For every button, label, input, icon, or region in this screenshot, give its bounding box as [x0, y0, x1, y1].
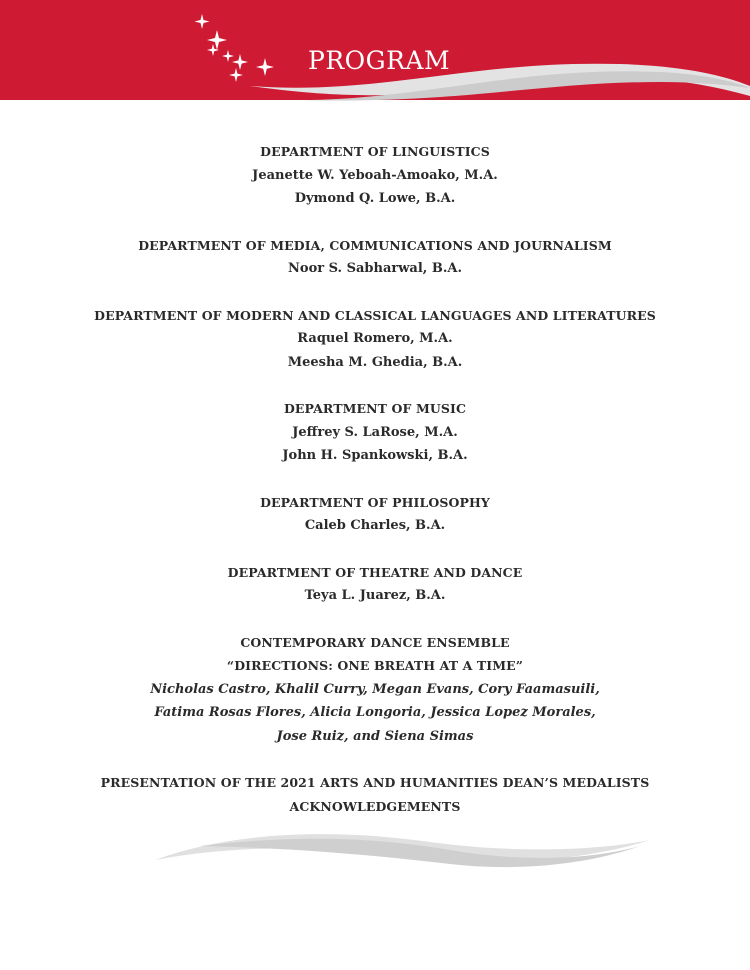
department-heading: DEPARTMENT OF MUSIC — [283, 401, 467, 416]
department-section — [0, 140, 750, 211]
medalists-presentation: PRESENTATION OF THE 2021 ARTS AND HUMANITIES DEAN’S MEDALISTS — [100, 775, 650, 790]
graduate-name: Raquel Romero, M.A. — [297, 331, 453, 346]
graduate-name: Caleb Charles, B.A. — [304, 518, 446, 533]
performer-list: Fatima Rosas Flores, Alicia Longoria, Jessica Lopez Morales, — [154, 705, 596, 720]
department-section — [0, 304, 750, 375]
department-section — [0, 234, 750, 281]
ensemble-section — [0, 631, 750, 749]
department-heading: DEPARTMENT OF MODERN AND CLASSICAL LANGUAGES AND LITERATURES — [94, 307, 656, 323]
footer-swoosh — [0, 820, 750, 890]
graduate-name: Dymond Q. Lowe, B.A. — [294, 191, 456, 206]
ensemble-heading: CONTEMPORARY DANCE ENSEMBLE — [240, 634, 510, 650]
graduate-name: Teya L. Juarez, B.A. — [304, 588, 446, 603]
department-heading: DEPARTMENT OF PHILOSOPHY — [260, 494, 490, 510]
department-section — [0, 491, 750, 538]
closing-section — [0, 771, 750, 818]
acknowledgements: ACKNOWLEDGEMENTS — [289, 798, 461, 814]
performance-title: “DIRECTIONS: ONE BREATH AT A TIME” — [226, 658, 524, 673]
department-section — [0, 397, 750, 468]
performer-list: Nicholas Castro, Khalil Curry, Megan Evans, Cory Faamasuili, — [150, 681, 600, 697]
department-heading: DEPARTMENT OF LINGUISTICS — [260, 144, 490, 159]
department-heading: DEPARTMENT OF THEATRE AND DANCE — [227, 564, 523, 580]
graduate-name: Noor S. Sabharwal, B.A. — [288, 261, 462, 276]
graduate-name: John H. Spankowski, B.A. — [282, 448, 468, 463]
department-section — [0, 561, 750, 608]
performer-list: Jose Ruiz, and Siena Simas — [276, 728, 474, 744]
header-banner — [0, 0, 750, 130]
department-heading: DEPARTMENT OF MEDIA, COMMUNICATIONS AND JOURNALISM — [138, 237, 612, 253]
graduate-name: Meesha M. Ghedia, B.A. — [287, 354, 463, 370]
graduate-name: Jeanette W. Yeboah-Amoako, M.A. — [252, 167, 498, 183]
graduate-name: Jeffrey S. LaRose, M.A. — [292, 424, 458, 440]
page-title: PROGRAM — [308, 46, 451, 75]
program-content — [0, 140, 750, 841]
